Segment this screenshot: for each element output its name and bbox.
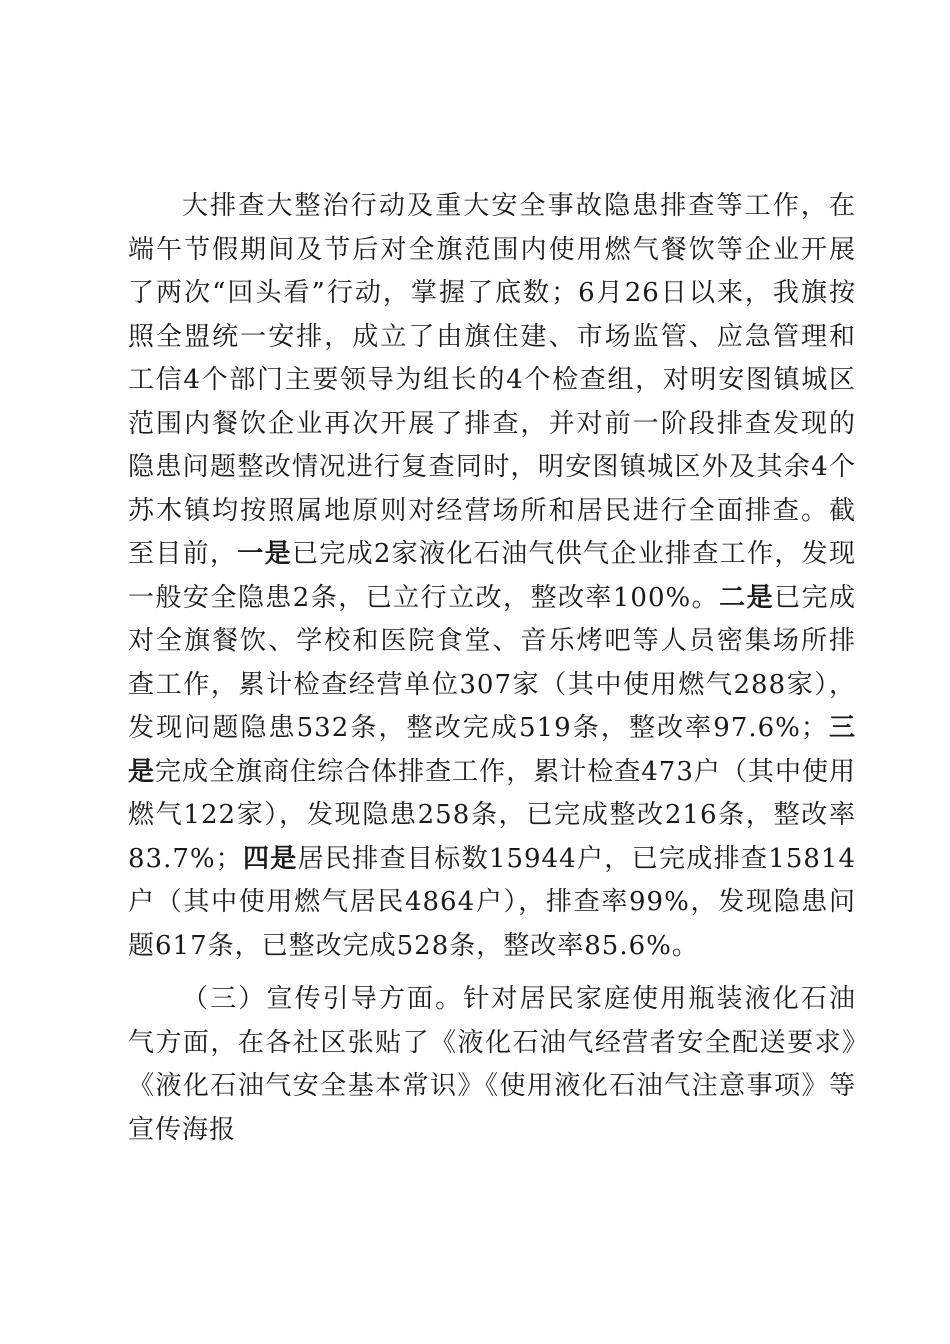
bold-label-second: 二是 bbox=[719, 582, 775, 613]
bold-label-first: 一是 bbox=[237, 539, 292, 569]
paragraph-inspection-progress bbox=[128, 185, 856, 968]
bold-label-third: 三是 bbox=[128, 713, 856, 787]
text-segment: 已完成对全旗餐饮、学校和医院食堂、音乐烤吧等人员密集场所排查工作，累计检查经营单位307家（其中使用燃气288家），发现问题隐患532条，整改完成519条，整改率97.6%； bbox=[128, 582, 856, 743]
text-segment: 大排查大整治行动及重大安全事故隐患排查等工作，在端午节假期间及节后对全旗范围内使用燃气餐饮等企业开展了两次“回头看”行动，掌握了底数；6月26日以来，我旗按照全盟统一安排，成立了由旗住建、市场监管、应急管理和工信4个部门主要领导为组长的4个检查组，对明安图镇城区范围内餐饮企业再次开展了排查，并对前一阶段排查发现的隐患问题整改情况进行复查同时，明安图镇城区外及其余4个苏木镇均按照属地原则对经营场所和居民进行全面排查。截至目前， bbox=[128, 191, 856, 569]
document-body bbox=[128, 185, 856, 1152]
text-segment: （三）宣传引导方面。针对居民家庭使用瓶装液化石油气方面，在各社区张贴了《液化石油气经营者安全配送要求》《液化石油气安全基本常识》《使用液化石油气注意事项》等宣传海报 bbox=[128, 984, 856, 1145]
paragraph-publicity-guidance bbox=[128, 978, 856, 1152]
bold-label-fourth: 四是 bbox=[242, 843, 298, 874]
text-segment: 居民排查目标数15944户，已完成排查15814户（其中使用燃气居民4864户），排查率99%，发现隐患问题617条，已整改完成528条，整改率85.6%。 bbox=[128, 843, 856, 961]
text-segment: 已完成2家液化石油气供气企业排查工作，发现一般安全隐患2条，已立行立改，整改率100%。 bbox=[128, 539, 856, 613]
text-segment: 完成全旗商住综合体排查工作，累计检查473户（其中使用燃气122家），发现隐患258条，已完成整改216条，整改率83.7%； bbox=[128, 756, 856, 874]
